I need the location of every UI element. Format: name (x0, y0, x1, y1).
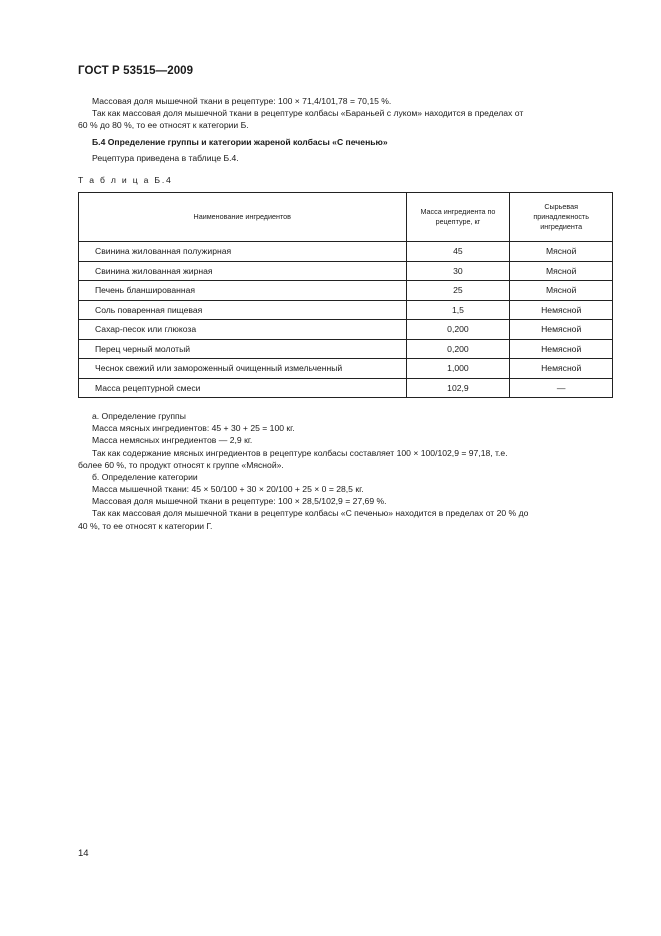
ingredient-mass: 0,200 (406, 320, 510, 340)
ingredient-type: Мясной (510, 281, 613, 301)
table-row (79, 281, 613, 301)
table-caption: Т а б л и ц а Б.4 (78, 175, 173, 185)
header-type-line: Сырьевая (544, 202, 579, 211)
ingredient-name: Свинина жилованная полужирная (79, 242, 407, 262)
analysis-line: Так как содержание мясных ингредиентов в рецептуре колбасы составляет 100 × 100/102,9 = 97,18, т.е. (92, 448, 508, 458)
analysis-line: более 60 %, то продукт относят к группе «Мясной». (78, 460, 284, 470)
header-ingredient-name: Наименование ингредиентов (79, 193, 407, 242)
header-mass-line: Масса ингредиента по (420, 207, 496, 216)
ingredient-mass: 1,5 (406, 300, 510, 320)
ingredient-name: Чеснок свежий или замороженный очищенный измельченный (79, 359, 407, 379)
ingredient-name: Свинина жилованная жирная (79, 261, 407, 281)
ingredient-type: Мясной (510, 261, 613, 281)
analysis-subtitle: б. Определение категории (92, 472, 198, 482)
intro-line: 60 % до 80 %, то ее относят к категории Б. (78, 120, 249, 130)
header-type-line: ингредиента (540, 222, 583, 231)
ingredient-name: Сахар-песок или глюкоза (79, 320, 407, 340)
analysis-line: Масса мышечной ткани: 45 × 50/100 + 30 × 20/100 + 25 × 0 = 28,5 кг. (92, 484, 364, 494)
ingredient-mass: 25 (406, 281, 510, 301)
section-title: Б.4 Определение группы и категории жареной колбасы «С печенью» (92, 137, 388, 147)
table-row (79, 339, 613, 359)
document-id: ГОСТ Р 53515—2009 (78, 65, 194, 77)
table-row (79, 300, 613, 320)
table-row (79, 261, 613, 281)
ingredient-type: Немясной (510, 320, 613, 340)
ingredient-name: Перец черный молотый (79, 339, 407, 359)
total-type: — (510, 378, 613, 398)
table-total-row (79, 378, 613, 398)
total-mass: 102,9 (406, 378, 510, 398)
analysis-line: 40 %, то ее относят к категории Г. (78, 521, 213, 531)
analysis-line: Так как массовая доля мышечной ткани в рецептуре колбасы «С печенью» находится в пределах от 20 % до (92, 508, 529, 518)
table-row (79, 242, 613, 262)
ingredient-mass: 30 (406, 261, 510, 281)
page-number: 14 (78, 848, 89, 859)
ingredient-name: Печень бланшированная (79, 281, 407, 301)
analysis-line: Масса немясных ингредиентов — 2,9 кг. (92, 435, 253, 445)
analysis-subtitle: а. Определение группы (92, 411, 186, 421)
table-header-row (79, 193, 613, 242)
table-row (79, 320, 613, 340)
ingredient-mass: 45 (406, 242, 510, 262)
ingredient-mass: 0,200 (406, 339, 510, 359)
total-label: Масса рецептурной смеси (79, 378, 407, 398)
table-row (79, 359, 613, 379)
header-mass (406, 193, 510, 242)
ingredient-type: Немясной (510, 339, 613, 359)
ingredient-type: Мясной (510, 242, 613, 262)
header-mass-line: рецептуре, кг (435, 217, 481, 226)
ingredient-name: Соль поваренная пищевая (79, 300, 407, 320)
header-type-line: принадлежность (533, 212, 589, 221)
recipe-table (78, 192, 613, 398)
ingredient-type: Немясной (510, 359, 613, 379)
analysis-line: Массовая доля мышечной ткани в рецептуре: 100 × 28,5/102,9 = 27,69 %. (92, 496, 387, 506)
ingredient-type: Немясной (510, 300, 613, 320)
section-text: Рецептура приведена в таблице Б.4. (92, 153, 239, 163)
analysis-line: Масса мясных ингредиентов: 45 + 30 + 25 = 100 кг. (92, 423, 295, 433)
intro-line: Так как массовая доля мышечной ткани в рецептуре колбасы «Бараньей с луком» находится в пределах от (92, 108, 524, 118)
ingredient-mass: 1,000 (406, 359, 510, 379)
intro-line: Массовая доля мышечной ткани в рецептуре: 100 × 71,4/101,78 = 70,15 %. (92, 96, 392, 106)
header-type (510, 193, 613, 242)
